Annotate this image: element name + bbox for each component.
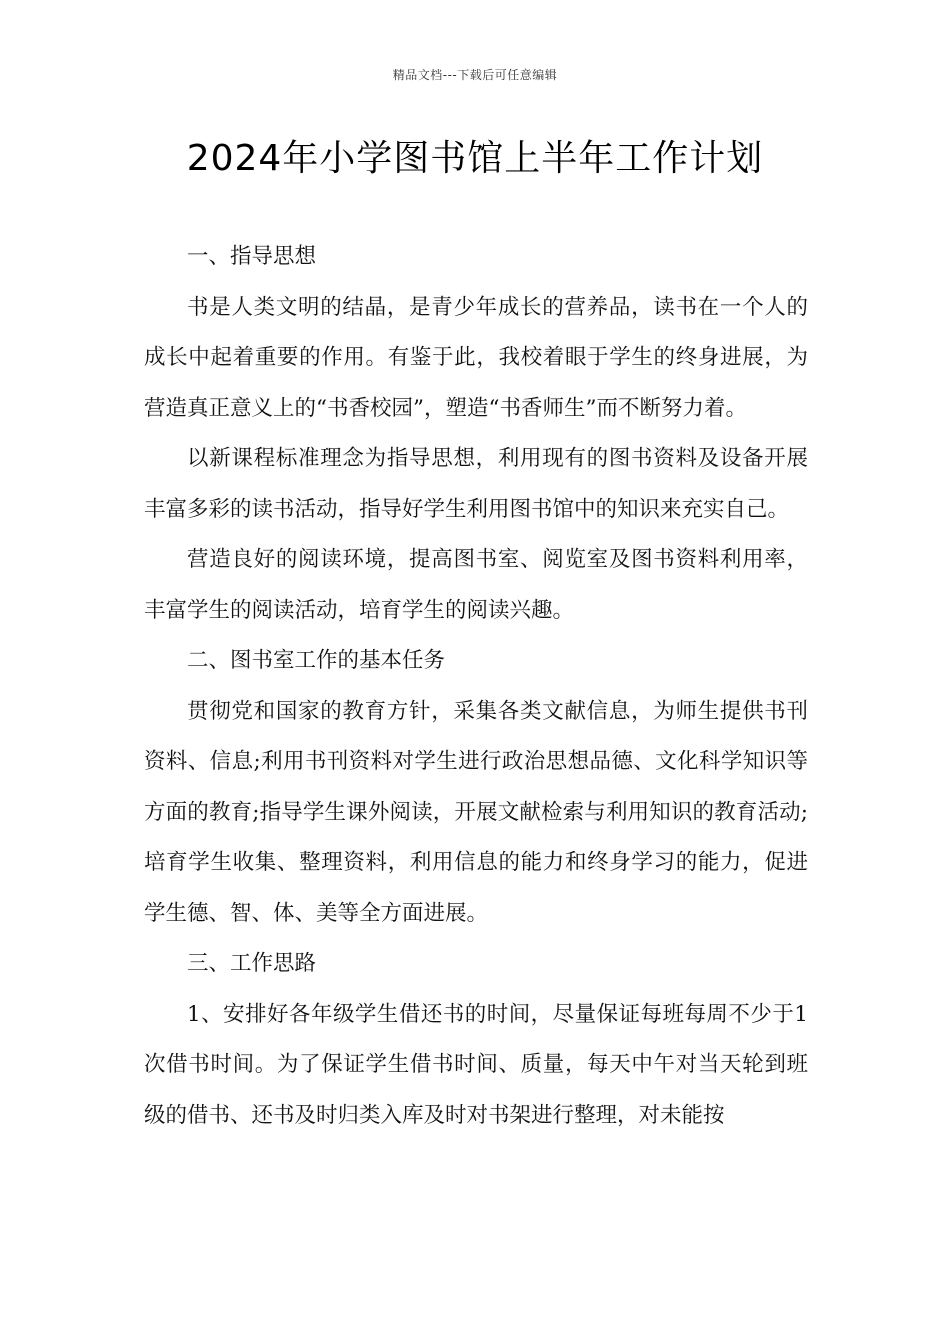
paragraph: 营造良好的阅读环境，提高图书室、阅览室及图书资料利用率，丰富学生的阅读活动，培育学生的阅读兴趣。 [144, 547, 808, 623]
header-note: 精品文档---下载后可任意编辑 [392, 68, 558, 82]
section-heading-basic-tasks: 二、图书室工作的基本任务 [187, 648, 446, 673]
paragraph: 书是人类文明的结晶，是青少年成长的营养品，读书在一个人的成长中起着重要的作用。有鉴于此，我校着眼于学生的终身进展，为营造真正意义上的“书香校园”，塑造“书香师生”而不断努力着。 [144, 294, 808, 421]
section-heading-work-approach: 三、工作思路 [187, 951, 317, 976]
paragraph: 1、安排好各年级学生借还书的时间，尽量保证每班每周不少于1次借书时间。为了保证学生借书时间、质量，每天中午对当天轮到班级的借书、还书及时归类入库及时对书架进行整理，对未能按 [144, 1001, 808, 1128]
paragraph: 以新课程标准理念为指导思想，利用现有的图书资料及设备开展丰富多彩的读书活动，指导好学生利用图书馆中的知识来充实自己。 [144, 446, 808, 522]
document-body [144, 232, 808, 1141]
paragraph: 贯彻党和国家的教育方针，采集各类文献信息，为师生提供书刊资料、信息;利用书刊资料对学生进行政治思想品德、文化科学知识等方面的教育;指导学生课外阅读，开展文献检索与利用知识的教育活动;培育学生收集、整理资料，利用信息的能力和终身学习的能力，促进学生德、智、体、美等全方面进展。 [144, 698, 808, 926]
section-heading-guiding-ideology: 一、指导思想 [187, 244, 317, 269]
document-title: 2024年小学图书馆上半年工作计划 [186, 138, 764, 179]
